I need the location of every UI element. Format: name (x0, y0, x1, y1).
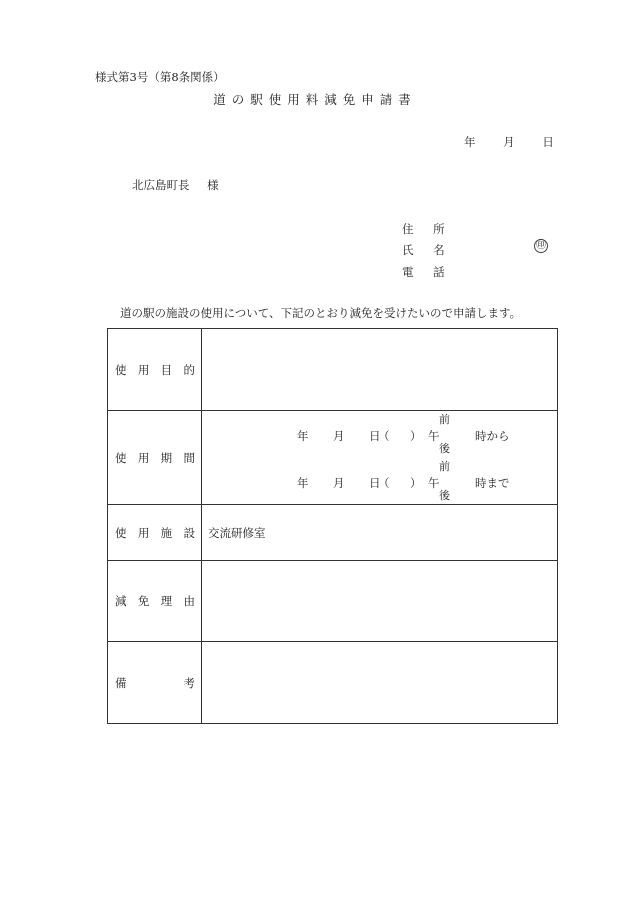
addressee (132, 177, 219, 193)
reason-label-cell (108, 561, 202, 642)
label-char: 免 (137, 594, 150, 608)
start-year: 年 (297, 429, 309, 443)
label-char: 設 (183, 525, 195, 540)
start-paren-close: ） (410, 429, 422, 443)
application-table (107, 328, 558, 724)
document-title: 道の駅使用料減免申請書 (213, 92, 417, 107)
applicant-address (402, 221, 453, 237)
date-year-label: 年 (464, 135, 476, 149)
label-char: 使 (115, 525, 127, 540)
remarks-label (108, 675, 201, 691)
start-suffix: 時から (475, 429, 510, 443)
label-char: 用 (137, 450, 150, 465)
remarks-value[interactable] (202, 642, 558, 724)
label-char: 理 (160, 594, 173, 608)
end-pm: 後 (439, 489, 450, 502)
date-day-label: 日 (542, 135, 554, 149)
applicant-name (402, 242, 453, 258)
start-day: 日 (369, 429, 381, 443)
intro-text: 道の駅の施設の使用について、下記のとおり減免を受けたいので申請します。 (120, 306, 522, 320)
start-month: 月 (333, 429, 345, 443)
reason-row (108, 561, 558, 642)
end-suffix: 時まで (475, 476, 510, 490)
period-label (108, 450, 201, 466)
label-char: 用 (137, 362, 150, 377)
label-char: 備 (115, 675, 127, 690)
facility-value-cell[interactable] (202, 505, 558, 561)
label-char: 由 (183, 594, 195, 608)
end-noon: 午 (428, 476, 440, 490)
reason-label (108, 593, 201, 609)
addressee-honorific: 様 (207, 178, 219, 192)
start-pm: 後 (439, 442, 450, 455)
period-value[interactable] (202, 411, 558, 505)
application-date (462, 134, 554, 150)
start-noon: 午 (428, 429, 440, 443)
period-content (202, 411, 557, 504)
seal-mark: ㊞ (536, 240, 546, 251)
label-char: 目 (160, 362, 173, 377)
label-char: 施 (160, 525, 173, 540)
period-label-cell (108, 411, 202, 505)
remarks-label-cell (108, 642, 202, 724)
label-char: 用 (137, 525, 150, 540)
end-paren-open: （ (378, 476, 390, 490)
purpose-label (108, 362, 201, 378)
facility-value: 交流研修室 (208, 525, 266, 540)
end-year: 年 (297, 476, 309, 490)
date-month-label: 月 (503, 135, 515, 149)
form-number: 様式第3号（第8条関係） (95, 70, 225, 84)
label-char: 期 (160, 450, 173, 465)
name-label: 氏 名 (402, 243, 453, 257)
label-char: 減 (115, 594, 127, 608)
address-label: 住 所 (402, 222, 453, 236)
label-char: 使 (115, 450, 127, 465)
purpose-label-cell (108, 329, 202, 411)
applicant-phone (402, 264, 453, 280)
reason-value[interactable] (202, 561, 558, 642)
label-char: 的 (183, 362, 195, 377)
label-char: 考 (183, 675, 195, 690)
addressee-name: 北広島町長 (132, 178, 190, 192)
end-paren-close: ） (410, 476, 422, 490)
remarks-row (108, 642, 558, 724)
label-char: 間 (183, 450, 195, 465)
facility-row (108, 505, 558, 561)
end-day: 日 (369, 476, 381, 490)
end-am: 前 (439, 460, 450, 473)
label-char: 使 (115, 362, 127, 377)
facility-label (108, 525, 201, 541)
end-month: 月 (333, 476, 345, 490)
start-am: 前 (439, 413, 450, 426)
period-row (108, 411, 558, 505)
purpose-row (108, 329, 558, 411)
purpose-value[interactable] (202, 329, 558, 411)
facility-label-cell (108, 505, 202, 561)
phone-label: 電 話 (402, 265, 453, 279)
start-paren-open: （ (378, 429, 390, 443)
